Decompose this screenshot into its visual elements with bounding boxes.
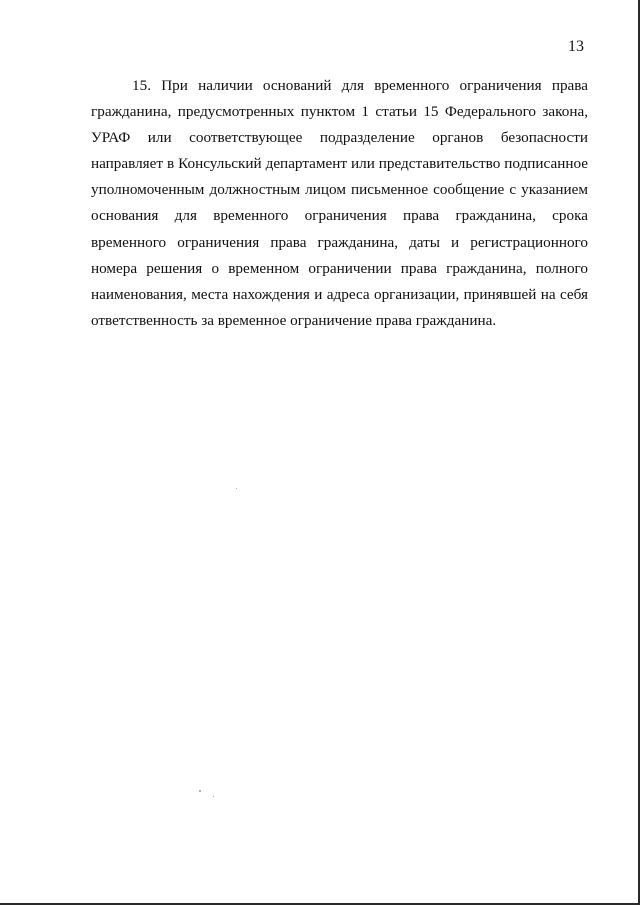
page-number: 13 [568,38,584,55]
paragraph-15: 15. При наличии оснований для временного ограничения права гражданина, предусмотренных пунктом 1 статьи 15 Федерального закона, УРАФ или соответствующее подразделение органов безопасности направляет в Консульский департамент или представительство подписанное уполномоченным должностным лицом письменное сообщение с указанием основания для временного ограничения права гражданина, срока временного ограничения права гражданина, даты и регистрационного номера решения о временном ограничении права гражданина, полного наименования, места нахождения и адреса организации, принявшей на себя ответственность за временное ограничение права гражданина. [91,77,588,329]
scan-speck [199,790,201,792]
scan-speck [213,796,214,797]
scan-speck [236,488,237,489]
